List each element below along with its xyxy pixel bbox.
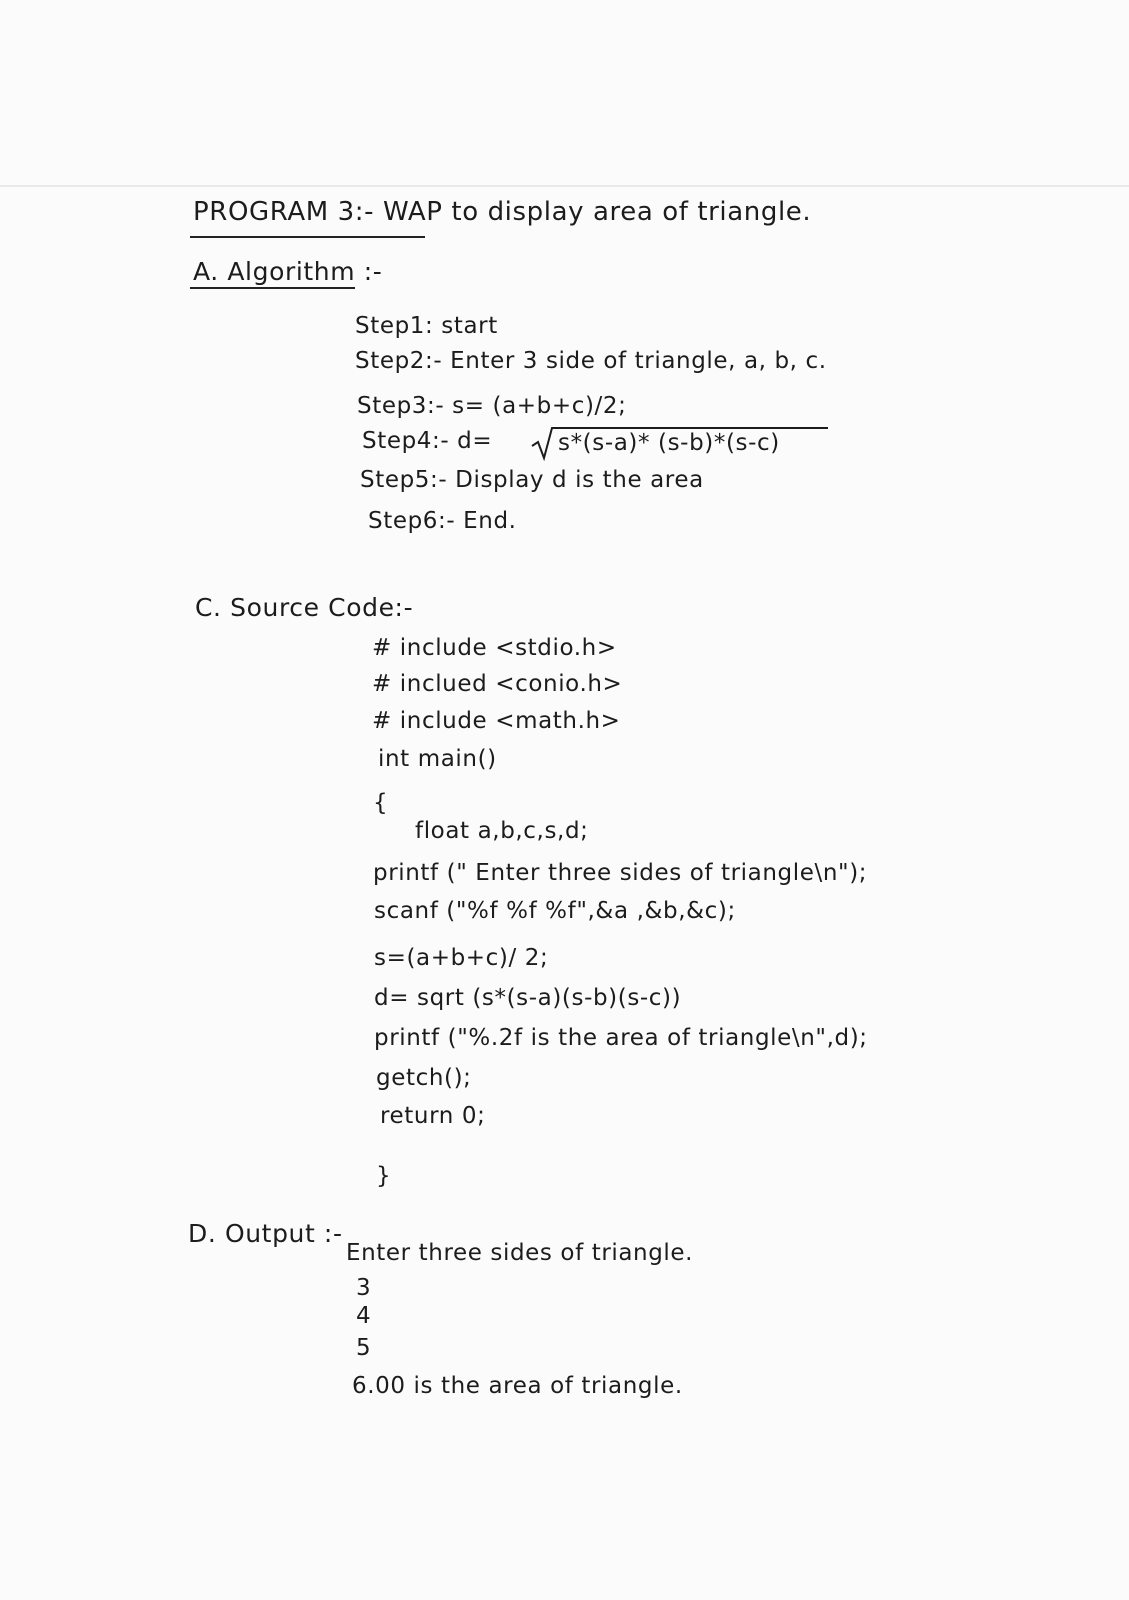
code-line-1: # include <stdio.h> [372,635,617,661]
output-heading: D. Output :- [188,1219,343,1248]
code-line-7: printf (" Enter three sides of triangle\n"); [373,860,868,886]
output-line-4: 5 [356,1335,372,1361]
code-line-5: { [373,790,389,816]
output-line-2: 3 [356,1275,372,1301]
code-line-11: printf ("%.2f is the area of triangle\n",d); [374,1025,868,1051]
algorithm-step-4: Step4:- d= [362,428,493,454]
algorithm-step-5: Step5:- Display d is the area [360,467,704,493]
code-line-13: return 0; [380,1103,486,1129]
code-line-14: } [376,1163,392,1189]
algorithm-step-2: Step2:- Enter 3 side of triangle, a, b, c. [355,348,827,374]
code-line-2: # inclued <conio.h> [372,671,623,697]
algorithm-step-3: Step3:- s= (a+b+c)/2; [357,393,627,419]
page-fold-line [0,185,1129,187]
algorithm-step-6: Step6:- End. [368,508,517,534]
output-line-1: Enter three sides of triangle. [346,1240,694,1266]
code-line-3: # include <math.h> [372,708,621,734]
code-line-8: scanf ("%f %f %f",&a ,&b,&c); [374,898,736,924]
output-line-3: 4 [356,1303,372,1329]
code-line-9: s=(a+b+c)/ 2; [374,945,549,971]
algorithm-underline [190,287,355,289]
code-line-6: float a,b,c,s,d; [415,818,589,844]
algorithm-heading: A. Algorithm :- [193,257,383,286]
code-line-10: d= sqrt (s*(s-a)(s-b)(s-c)) [374,985,682,1011]
output-line-5: 6.00 is the area of triangle. [352,1373,683,1399]
program-title: PROGRAM 3:- WAP to display area of triangle. [193,197,812,227]
code-line-4: int main() [378,746,497,772]
algorithm-step-4-radicand: s*(s-a)* (s-b)*(s-c) [558,430,780,456]
source-code-heading: C. Source Code:- [195,593,414,622]
title-underline [190,236,425,238]
code-line-12: getch(); [376,1065,472,1091]
algorithm-step-1: Step1: start [355,313,498,339]
